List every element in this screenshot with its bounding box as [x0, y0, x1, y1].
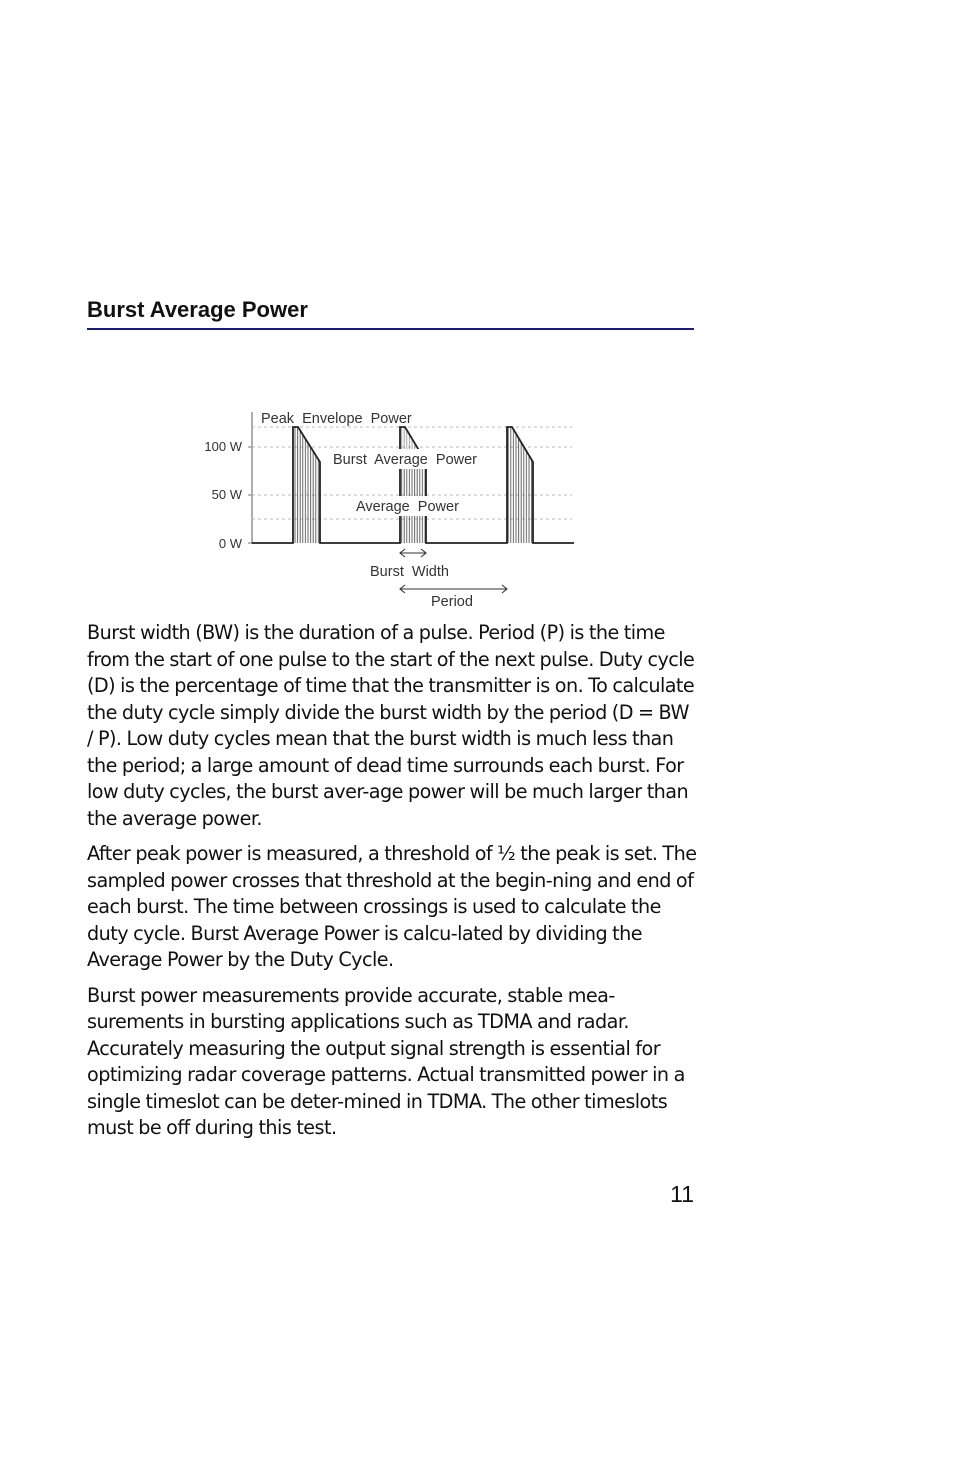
page-number: 11 — [670, 1181, 694, 1207]
body-text — [87, 620, 699, 1151]
burst-3-fill — [507, 427, 533, 543]
y-label-100w: 100 W — [204, 439, 242, 454]
label-burst-width: Burst Width — [370, 564, 449, 580]
burst-power-diagram-svg — [190, 402, 590, 614]
section-title: Burst Average Power — [87, 297, 308, 322]
label-average-power: Average Power — [356, 499, 459, 515]
label-peak-envelope-power: Peak Envelope Power — [261, 411, 412, 427]
paragraph-burst-width: Burst width (BW) is the duration of a pulse. Period (P) is the time from the start of one pulse to the start of the next pulse. Duty cycle (D) is the percentage of time that the transmitter is on. To calculate the duty cycle simply divide the burst width by the period (D = BW / P). Low duty cycles mean that the burst width is much less than the period; a large amount of dead time surrounds each burst. For low duty cycles, the burst aver-age power will be much larger than the average power. — [87, 621, 695, 830]
label-burst-average-power: Burst Average Power — [333, 452, 478, 468]
title-underline — [87, 328, 694, 330]
label-period: Period — [431, 594, 473, 610]
y-label-50w: 50 W — [211, 487, 242, 502]
y-label-0w: 0 W — [218, 536, 242, 551]
burst-1-fill — [293, 427, 320, 543]
burst-power-diagram — [190, 402, 590, 614]
paragraph-threshold: After peak power is measured, a threshold of ½ the peak is set. The sampled power crosses that threshold at the begin-ning and end of each burst. The time between crossings is used to calculate the duty cycle. Burst Average Power is calcu-lated by dividing the Average Power by the Duty Cycle. — [87, 842, 697, 971]
paragraph-applications: Burst power measurements provide accurate, stable mea-surements in bursting applications such as TDMA and radar. Accurately measuring the output signal strength is essential for optimizing radar coverage patterns. Actual transmitted power in a single timeslot can be deter-mined in TDMA. The other timeslots must be off during this test. — [87, 983, 685, 1139]
